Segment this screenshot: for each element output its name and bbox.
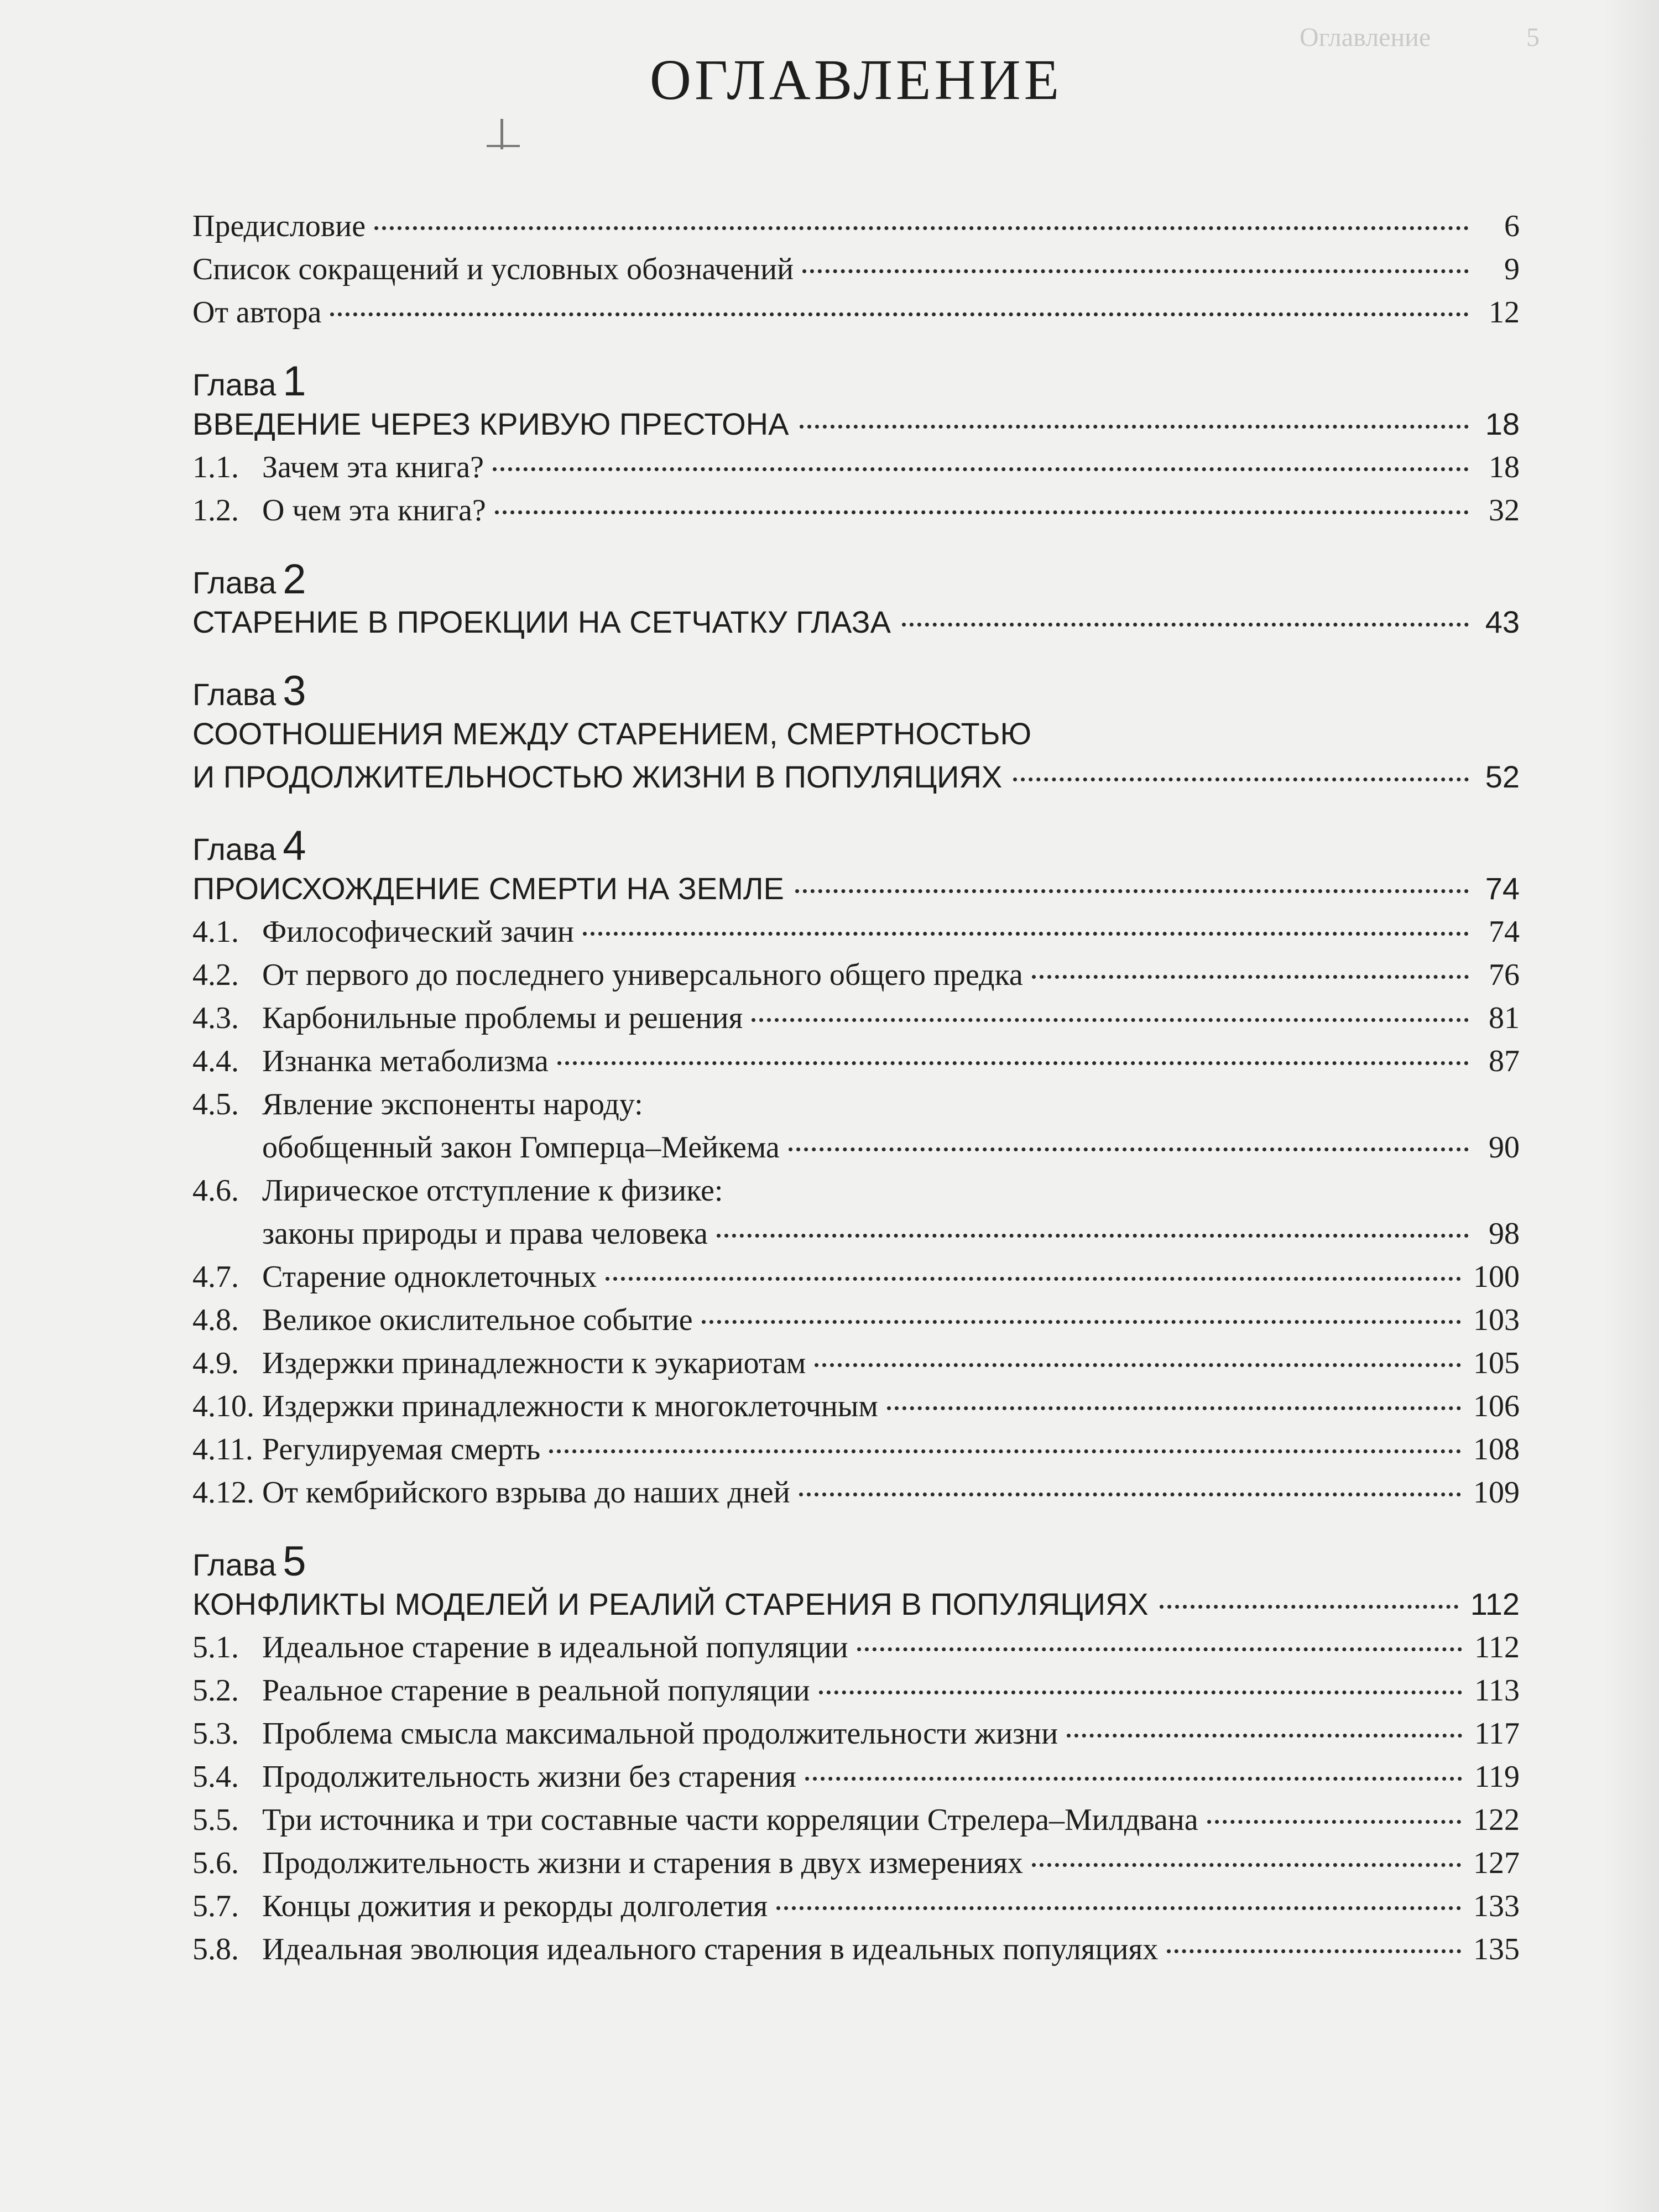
chapter-entries (192, 601, 1520, 644)
entry-title: Издержки принадлежности к эукариотам (262, 1346, 806, 1380)
entry-title: От первого до последнего универсального общего предка (262, 958, 1023, 992)
dot-leader (557, 1061, 1469, 1065)
entry-title-line: законы природы и права человека (262, 1217, 708, 1251)
section-number: 4.5. (192, 1087, 239, 1121)
dot-leader (805, 1777, 1462, 1781)
section-item (192, 489, 1520, 532)
chapter-block (192, 1535, 1520, 1971)
entry-title: Издержки принадлежности к многоклеточным (262, 1389, 878, 1423)
entry-title: Продолжительность жизни без старения (262, 1760, 796, 1794)
entry-last-line (262, 1212, 1520, 1255)
section-item (192, 953, 1520, 997)
entry-title: Предисловие (192, 209, 366, 243)
section-item (192, 1298, 1520, 1342)
dot-leader (330, 312, 1469, 316)
entry-title: Изнанка метаболизма (262, 1044, 549, 1078)
dot-leader (789, 1147, 1469, 1151)
dot-leader (1160, 1605, 1458, 1609)
page-number: 98 (1489, 1217, 1520, 1251)
section-item (192, 1712, 1520, 1755)
entry-title: От кембрийского взрыва до наших дней (262, 1475, 790, 1510)
dot-leader (374, 226, 1469, 230)
chapter-entries (192, 712, 1520, 799)
entry-title: ВВЕДЕНИЕ ЧЕРЕЗ КРИВУЮ ПРЕСТОНА (192, 406, 789, 441)
entry-body (262, 1169, 1520, 1255)
entry-title: Идеальная эволюция идеального старения в идеальных популяциях (262, 1932, 1159, 1966)
dot-leader (493, 467, 1469, 471)
chapter-block (192, 665, 1520, 799)
chapter-label (192, 820, 1520, 867)
section-number: 5.1. (192, 1630, 239, 1665)
chapter-label (192, 1535, 1520, 1583)
section-number: 5.2. (192, 1673, 239, 1708)
chapter-block (192, 553, 1520, 644)
dot-leader (776, 1906, 1461, 1910)
page-number: 117 (1474, 1717, 1520, 1751)
dot-leader (857, 1647, 1462, 1651)
chapter-title (192, 403, 1520, 446)
page-number: 90 (1489, 1130, 1520, 1165)
section-number: 5.8. (192, 1932, 239, 1966)
chapter-label-word: Глава (192, 565, 276, 600)
dot-leader (549, 1449, 1461, 1453)
page-number: 119 (1474, 1760, 1520, 1794)
dot-leader (1032, 975, 1469, 979)
section-number: 4.1. (192, 915, 239, 949)
chapter-entries (192, 867, 1520, 1514)
entry-title-line: Лирическое отступление к физике: (262, 1173, 723, 1208)
dot-leader (1207, 1820, 1461, 1824)
page-number: 133 (1473, 1889, 1520, 1923)
section-item (192, 1342, 1520, 1385)
bleed-through-header: Оглавление (1300, 23, 1431, 52)
chapter-block (192, 355, 1520, 532)
entry-title: Зачем эта книга? (262, 450, 484, 484)
section-item (192, 1428, 1520, 1471)
section-item (192, 1083, 1520, 1169)
section-item (192, 910, 1520, 953)
section-number: 1.2. (192, 493, 239, 528)
chapter-list (192, 355, 1520, 1971)
section-item (192, 1755, 1520, 1798)
entry-title: Философический зачин (262, 915, 574, 949)
entry-title-line: И ПРОДОЛЖИТЕЛЬНОСТЬЮ ЖИЗНИ В ПОПУЛЯЦИЯХ (192, 759, 1003, 794)
page-number: 127 (1473, 1846, 1520, 1880)
entry-title: Три источника и три составные части корреляции Стрелера–Милдвана (262, 1803, 1198, 1837)
dot-leader (800, 425, 1469, 429)
section-item (192, 1928, 1520, 1971)
section-number: 5.5. (192, 1803, 239, 1837)
dot-leader (1067, 1734, 1462, 1738)
entry-last-line (192, 755, 1520, 799)
dot-leader (887, 1406, 1461, 1410)
entry-body (262, 1083, 1520, 1169)
dot-leader (606, 1277, 1461, 1281)
page-number: 43 (1485, 604, 1520, 639)
section-item (192, 1798, 1520, 1841)
entry-title: Продолжительность жизни и старения в двух измерениях (262, 1846, 1023, 1880)
section-item (192, 1385, 1520, 1428)
page-number: 109 (1473, 1475, 1520, 1510)
section-item (192, 1885, 1520, 1928)
bleed-through-page-number: 5 (1526, 23, 1540, 52)
section-number: 1.1. (192, 450, 239, 484)
page-number: 18 (1489, 450, 1520, 484)
section-number: 4.4. (192, 1044, 239, 1078)
page-title: ОГЛАВЛЕНИЕ (649, 48, 1063, 112)
chapter-label (192, 355, 1520, 403)
page-number: 74 (1489, 915, 1520, 949)
chapter-title (192, 1583, 1520, 1626)
section-item (192, 1169, 1520, 1255)
page-number: 12 (1489, 295, 1520, 330)
page-number: 9 (1504, 252, 1520, 286)
front-matter-item (192, 291, 1520, 334)
page-number: 112 (1470, 1587, 1520, 1621)
entry-title: Старение одноклеточных (262, 1260, 597, 1294)
section-item (192, 446, 1520, 489)
dot-leader (1013, 778, 1469, 781)
dot-leader (802, 269, 1469, 273)
section-number: 4.3. (192, 1001, 239, 1035)
chapter-number: 3 (283, 667, 306, 714)
entry-body (192, 712, 1520, 799)
front-matter-item (192, 248, 1520, 291)
dot-leader (819, 1691, 1462, 1694)
page-number: 106 (1473, 1389, 1520, 1423)
section-number: 4.12. (192, 1475, 254, 1510)
chapter-title (192, 712, 1520, 799)
page-number: 100 (1473, 1260, 1520, 1294)
entry-title: ПРОИСХОЖДЕНИЕ СМЕРТИ НА ЗЕМЛЕ (192, 871, 784, 906)
chapter-label-word: Глава (192, 367, 276, 402)
section-number: 4.6. (192, 1173, 239, 1208)
section-number: 5.3. (192, 1717, 239, 1751)
entry-title: Реальное старение в реальной популяции (262, 1673, 810, 1708)
section-item (192, 1669, 1520, 1712)
entry-title: Список сокращений и условных обозначений (192, 252, 794, 286)
section-item (192, 1626, 1520, 1669)
chapter-number: 2 (283, 556, 306, 603)
chapter-number: 1 (283, 358, 306, 405)
front-matter-item (192, 205, 1520, 248)
section-item (192, 1255, 1520, 1298)
page-number: 113 (1474, 1673, 1520, 1708)
chapter-label-word: Глава (192, 677, 276, 712)
dot-leader (1032, 1863, 1461, 1867)
chapter-label (192, 553, 1520, 601)
entry-title: Великое окислительное событие (262, 1303, 693, 1337)
page-number: 112 (1474, 1630, 1520, 1665)
page-number: 108 (1473, 1432, 1520, 1467)
section-number: 4.10. (192, 1389, 254, 1423)
page-number: 87 (1489, 1044, 1520, 1078)
section-number: 4.9. (192, 1346, 239, 1380)
chapter-label-word: Глава (192, 1547, 276, 1582)
section-number: 5.6. (192, 1846, 239, 1880)
page-number: 135 (1473, 1932, 1520, 1966)
dot-leader (495, 510, 1469, 514)
page-number: 6 (1504, 209, 1520, 243)
chapter-title (192, 867, 1520, 910)
page-number: 18 (1485, 406, 1520, 441)
section-number: 4.7. (192, 1260, 239, 1294)
dot-leader (583, 932, 1469, 936)
chapter-number: 5 (283, 1538, 306, 1585)
front-matter-list (192, 205, 1520, 334)
section-item (192, 997, 1520, 1040)
entry-title: СТАРЕНИЕ В ПРОЕКЦИИ НА СЕТЧАТКУ ГЛАЗА (192, 604, 891, 639)
section-number: 5.7. (192, 1889, 239, 1923)
dot-leader (902, 623, 1469, 627)
entry-title: Карбонильные проблемы и решения (262, 1001, 743, 1035)
dot-leader (795, 889, 1469, 893)
section-number: 4.2. (192, 958, 239, 992)
chapter-entries (192, 1583, 1520, 1971)
dot-leader (702, 1320, 1461, 1324)
entry-title: От автора (192, 295, 322, 330)
page-number: 103 (1473, 1303, 1520, 1337)
entry-title: Концы дожития и рекорды долголетия (262, 1889, 768, 1923)
chapter-label (192, 665, 1520, 712)
toc-page (192, 39, 1520, 1971)
section-number: 4.11. (192, 1432, 253, 1467)
section-number: 5.4. (192, 1760, 239, 1794)
entry-title: КОНФЛИКТЫ МОДЕЛЕЙ И РЕАЛИЙ СТАРЕНИЯ В ПОПУЛЯЦИЯХ (192, 1587, 1149, 1621)
entry-title-line: Явление экспоненты народу: (262, 1087, 643, 1121)
section-number: 4.8. (192, 1303, 239, 1337)
chapter-title (192, 601, 1520, 644)
entry-title: О чем эта книга? (262, 493, 486, 528)
section-item (192, 1040, 1520, 1083)
dot-leader (752, 1018, 1469, 1022)
dot-leader (717, 1234, 1469, 1238)
chapter-block (192, 820, 1520, 1514)
page-number: 105 (1473, 1346, 1520, 1380)
entry-title: Проблема смысла максимальной продолжительности жизни (262, 1717, 1058, 1751)
section-item (192, 1841, 1520, 1885)
page-number: 74 (1485, 871, 1520, 906)
entry-title-line: обобщенный закон Гомперца–Мейкема (262, 1130, 780, 1165)
page-number: 76 (1489, 958, 1520, 992)
entry-title-line: СООТНОШЕНИЯ МЕЖДУ СТАРЕНИЕМ, СМЕРТНОСТЬЮ (192, 716, 1032, 751)
entry-last-line (262, 1126, 1520, 1169)
chapter-label-word: Глава (192, 832, 276, 867)
page-number: 122 (1473, 1803, 1520, 1837)
section-item (192, 1471, 1520, 1514)
page-number: 81 (1489, 1001, 1520, 1035)
entry-title: Регулируемая смерть (262, 1432, 541, 1467)
page-edge-shadow (1604, 0, 1659, 2212)
page-number: 52 (1485, 759, 1520, 794)
entry-title: Идеальное старение в идеальной популяции (262, 1630, 848, 1665)
dot-leader (815, 1363, 1461, 1367)
dot-leader (1167, 1949, 1461, 1953)
dot-leader (799, 1493, 1461, 1496)
chapter-entries (192, 403, 1520, 532)
chapter-number: 4 (283, 822, 306, 869)
page-number: 32 (1489, 493, 1520, 528)
